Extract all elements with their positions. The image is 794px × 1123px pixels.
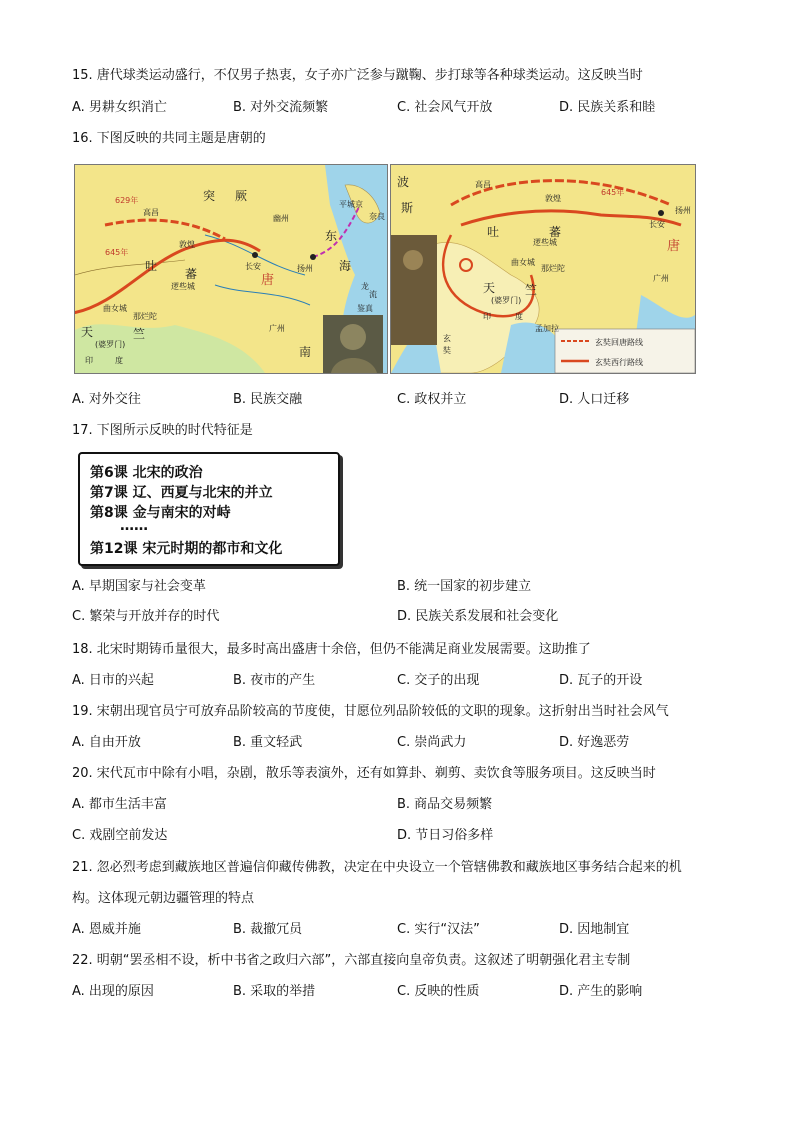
map-right-label-bo: 波 <box>397 175 410 189</box>
map-right-label-poluomen: (婆罗门) <box>491 296 522 305</box>
q19-option-d: D. 好逸恶劳 <box>559 735 630 750</box>
map-left-label-dong: 东 <box>325 229 338 243</box>
question-21-stem-cont: 构。这体现元朝边疆管理的特点 <box>72 891 255 906</box>
map-left-label-fan: 蕃 <box>185 267 198 281</box>
q20-option-d: D. 节日习俗多样 <box>397 828 494 843</box>
q17-option-d: D. 民族关系发展和社会变化 <box>397 609 559 624</box>
map-right-label-645: 645年 <box>601 188 625 197</box>
map-right-label-qunvcheng: 曲女城 <box>511 258 535 267</box>
q16-option-c: C. 政权并立 <box>397 392 467 407</box>
map-left-label-nan: 南 <box>299 345 312 359</box>
q15-option-c: C. 社会风气开放 <box>397 100 493 115</box>
map-left-label-changan: 长安 <box>245 262 261 271</box>
map-left-label-tang: 唐 <box>261 273 275 288</box>
question-16-stem: 16. 下图反映的共同主题是唐朝的 <box>72 131 266 146</box>
map-left-label-poluomen: (婆罗门) <box>95 340 126 349</box>
q18-option-d: D. 瓦子的开设 <box>559 673 643 688</box>
map-left-label-youzhou: 幽州 <box>273 214 289 223</box>
textbook-line-5: 第12课 宋元时期的都市和文化 <box>90 541 283 557</box>
map-left-label-hai: 海 <box>339 259 352 273</box>
map-right-label-yin: 印 <box>483 312 491 321</box>
map-left-label-645: 645年 <box>105 248 129 257</box>
map-right-label-zang: 奘 <box>443 346 451 355</box>
map-right-label-tu: 吐 <box>487 225 500 239</box>
textbook-line-1: 第6课 北宋的政治 <box>90 465 203 481</box>
map-left-label-luoxiecheng: 逻些城 <box>171 282 195 291</box>
q22-option-d: D. 产生的影响 <box>559 984 643 999</box>
map-right-label-nalantuo: 那烂陀 <box>541 264 565 273</box>
map-right-label-dunhuang: 敦煌 <box>545 194 561 203</box>
q16-option-d: D. 人口迁移 <box>559 392 630 407</box>
q21-option-c: C. 实行“汉法” <box>397 922 480 937</box>
map-left-label-jianzhen: 鉴真 <box>357 304 373 313</box>
q15-option-a: A. 男耕女织消亡 <box>72 100 167 115</box>
q19-option-a: A. 自由开放 <box>72 735 141 750</box>
textbook-line-3: 第8课 金与南宋的对峙 <box>90 505 231 521</box>
q19-option-b: B. 重文轻武 <box>233 735 303 750</box>
q20-option-c: C. 戏剧空前发达 <box>72 828 168 843</box>
map-right-label-mengjiala: 孟加拉 <box>535 324 559 333</box>
map-jianzhen <box>74 164 388 374</box>
map-left-label-du: 度 <box>115 356 123 365</box>
q17-option-c: C. 繁荣与开放并存的时代 <box>72 609 220 624</box>
map-right-label-gaochang: 高昌 <box>475 180 491 189</box>
q20-option-a: A. 都市生活丰富 <box>72 797 167 812</box>
q21-option-d: D. 因地制宜 <box>559 922 630 937</box>
q15-option-b: B. 对外交流频繁 <box>233 100 329 115</box>
map-xuanzang <box>390 164 696 374</box>
map-left-label-nalantuo: 那烂陀 <box>133 312 157 321</box>
q17-option-a: A. 早期国家与社会变革 <box>72 579 206 594</box>
question-19-stem: 19. 宋朝出现官员宁可放弃品阶较高的节度使，甘愿位列品阶较低的文职的现象。这折射出当时社会风气 <box>72 704 669 719</box>
map-right-label-zhu: 竺 <box>525 283 538 297</box>
map-left-label-629: 629年 <box>115 196 139 205</box>
question-17-stem: 17. 下图所示反映的时代特征是 <box>72 423 253 438</box>
question-18-stem: 18. 北宋时期铸币量很大，最多时高出盛唐十余倍，但仍不能满足商业发展需要。这助推了 <box>72 642 591 657</box>
q15-option-d: D. 民族关系和睦 <box>559 100 656 115</box>
map-left-label-liu: 流 <box>369 290 377 299</box>
map-right-label-luoxiecheng: 逻些城 <box>533 238 557 247</box>
map-right-label-fan: 蕃 <box>549 225 562 239</box>
legend-west-route: 玄奘西行路线 <box>595 358 643 367</box>
q16-option-b: B. 民族交融 <box>233 392 303 407</box>
map-left-label-yin: 印 <box>85 356 93 365</box>
textbook-line-2: 第7课 辽、西夏与北宋的并立 <box>90 485 273 501</box>
map-right-label-xuan: 玄 <box>443 334 451 343</box>
map-left-label-jue: 厥 <box>235 189 248 203</box>
map-left-label-yangzhou: 扬州 <box>297 264 313 273</box>
q22-option-c: C. 反映的性质 <box>397 984 480 999</box>
q19-option-c: C. 崇尚武力 <box>397 735 467 750</box>
map-left-label-tu: 突 <box>203 189 216 203</box>
question-15-stem: 15. 唐代球类运动盛行，不仅男子热衷，女子亦广泛参与蹴鞠、步打球等各种球类运动。这反映当时 <box>72 68 643 83</box>
question-22-stem: 22. 明朝“罢丞相不设，析中书省之政归六部”，六部直接向皇帝负责。这叙述了明朝强化君主专制 <box>72 953 631 968</box>
map-right-label-du: 度 <box>515 312 523 321</box>
q20-option-b: B. 商品交易频繁 <box>397 797 493 812</box>
q22-option-a: A. 出现的原因 <box>72 984 154 999</box>
map-left-label-gaochang: 高昌 <box>143 208 159 217</box>
map-left-label-tu2: 吐 <box>145 259 158 273</box>
textbook-line-4: …… <box>120 518 148 534</box>
q16-option-a: A. 对外交往 <box>72 392 141 407</box>
map-left-label-nara: 奈良 <box>369 212 385 221</box>
q18-option-a: A. 日市的兴起 <box>72 673 154 688</box>
map-left-label-long: 龙 <box>361 282 369 291</box>
map-left-label-dunhuang: 敦煌 <box>179 240 195 249</box>
q17-option-b: B. 统一国家的初步建立 <box>397 579 532 594</box>
question-21-stem: 21. 忽必烈考虑到藏族地区普遍信仰藏传佛教，决定在中央设立一个管辖佛教和藏族地区事务结合起来的机 <box>72 860 682 875</box>
map-left-label-qunvcheng: 曲女城 <box>103 304 127 313</box>
map-left-label-zhu: 竺 <box>133 327 146 341</box>
map-left-label-guangzhou: 广州 <box>269 324 285 333</box>
q18-option-b: B. 夜市的产生 <box>233 673 316 688</box>
map-right-label-guangzhou: 广州 <box>653 274 669 283</box>
textbook-contents-box <box>78 452 340 566</box>
map-left-label-tian: 天 <box>81 325 94 339</box>
map-right-label-tang: 唐 <box>667 239 681 254</box>
q21-option-b: B. 裁撤冗员 <box>233 922 303 937</box>
q18-option-c: C. 交子的出现 <box>397 673 480 688</box>
map-right-label-yangzhou: 扬州 <box>675 206 691 215</box>
q22-option-b: B. 采取的举措 <box>233 984 316 999</box>
map-right-label-si: 斯 <box>401 201 414 215</box>
legend-return-route: 玄奘回唐路线 <box>595 338 643 347</box>
question-20-stem: 20. 宋代瓦市中除有小唱，杂剧，散乐等表演外，还有如算卦、剃剪、卖饮食等服务项目。这反映当时 <box>72 766 656 781</box>
map-left-label-pingchengjing: 平城京 <box>339 200 363 209</box>
map-right-label-changan: 长安 <box>649 220 665 229</box>
q21-option-a: A. 恩威并施 <box>72 922 141 937</box>
map-right-label-tian: 天 <box>483 281 496 295</box>
